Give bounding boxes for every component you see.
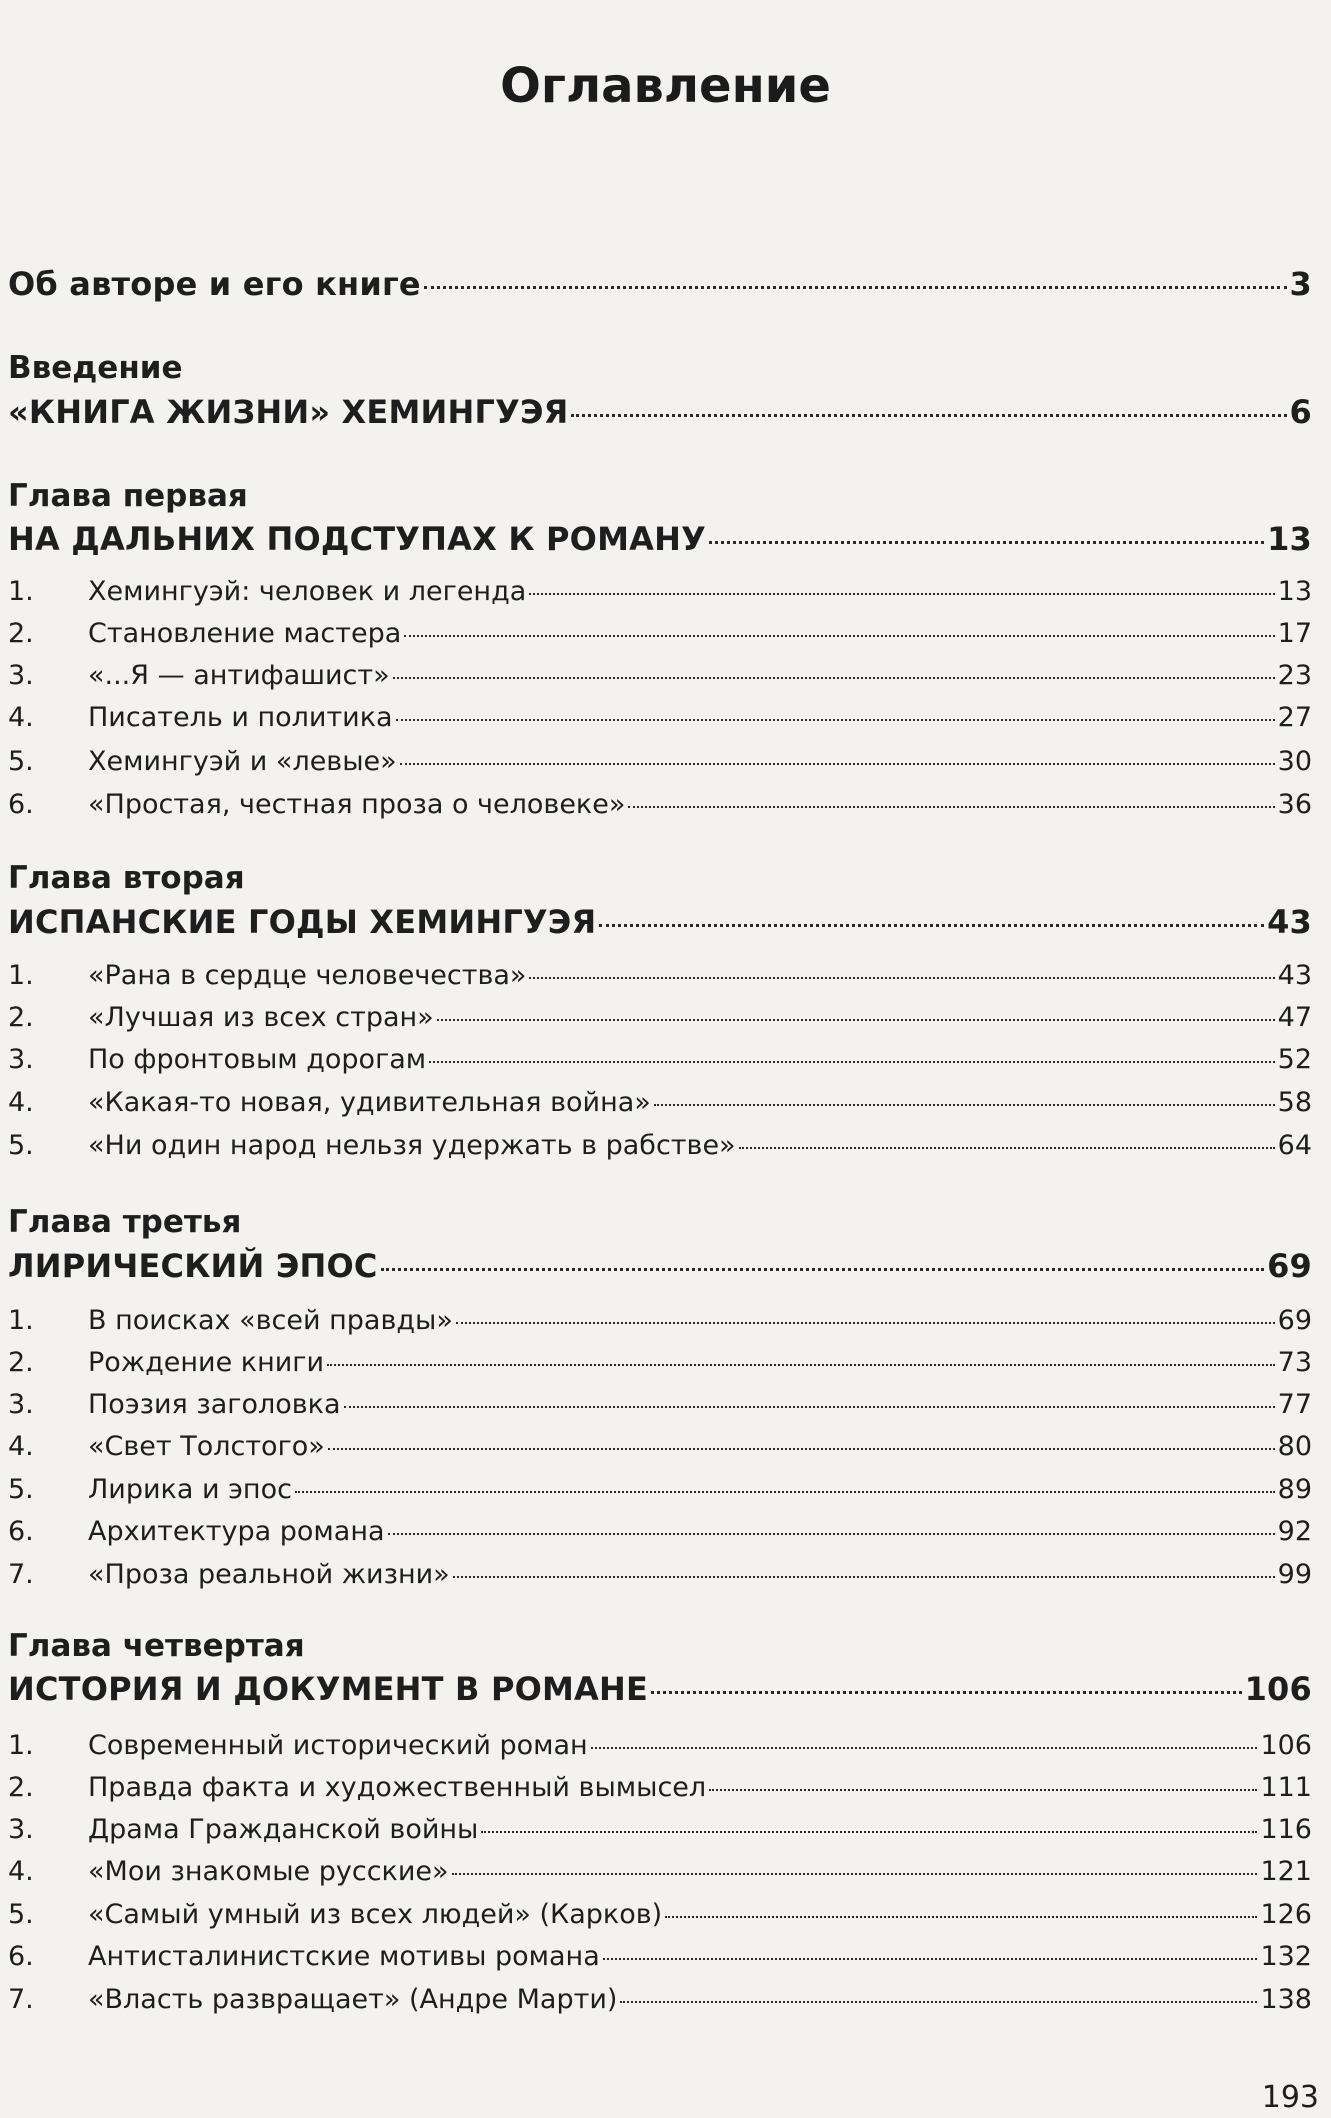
toc-item <box>8 960 1312 991</box>
dot-leader <box>481 1831 1257 1833</box>
dot-leader <box>453 1576 1275 1578</box>
entry-title: «КНИГА ЖИЗНИ» ХЕМИНГУЭЯ <box>8 393 569 431</box>
toc-item <box>8 1305 1312 1336</box>
item-page: 77 <box>1277 1389 1312 1420</box>
item-number: 4. <box>8 702 34 733</box>
item-title: «Проза реальной жизни» <box>88 1559 450 1590</box>
item-page: 106 <box>1260 1730 1312 1761</box>
chapter-label: Глава четвертая <box>8 1628 305 1664</box>
chapter-title: ИСПАНСКИЕ ГОДЫ ХЕМИНГУЭЯ <box>8 903 597 941</box>
item-title: Становление мастера <box>88 618 402 649</box>
toc-item <box>8 1474 1312 1505</box>
chapter-title: НА ДАЛЬНИХ ПОДСТУПАХ К РОМАНУ <box>8 520 706 558</box>
chapter-title: ЛИРИЧЕСКИЙ ЭПОС <box>8 1247 378 1285</box>
toc-item <box>8 702 1312 733</box>
item-page: 13 <box>1277 576 1312 607</box>
item-page: 99 <box>1277 1559 1312 1590</box>
item-page: 27 <box>1277 702 1312 733</box>
toc-item <box>8 1130 1312 1161</box>
item-number: 5. <box>8 746 34 777</box>
toc-item <box>8 1559 1312 1590</box>
item-number: 3. <box>8 660 34 691</box>
dot-leader <box>393 677 1275 679</box>
page-title: Оглавление <box>500 58 831 114</box>
item-title: По фронтовым дорогам <box>88 1044 427 1075</box>
toc-item <box>8 1984 1312 2015</box>
item-title: Хемингуэй: человек и легенда <box>88 576 527 607</box>
dot-leader <box>327 1364 1275 1366</box>
dot-leader <box>529 977 1274 979</box>
dot-leader <box>628 806 1274 808</box>
item-title: «...Я — антифашист» <box>88 660 390 691</box>
item-page: 89 <box>1277 1474 1312 1505</box>
item-page: 92 <box>1277 1516 1312 1547</box>
item-number: 1. <box>8 576 34 607</box>
dot-leader <box>328 1448 1275 1450</box>
item-title: В поисках «всей правды» <box>88 1305 453 1336</box>
item-page: 52 <box>1277 1044 1312 1075</box>
dot-leader <box>603 1958 1258 1960</box>
toc-item <box>8 660 1312 691</box>
toc-item <box>8 1087 1312 1118</box>
toc-item <box>8 1002 1312 1033</box>
dot-leader <box>388 1533 1275 1535</box>
dot-leader <box>400 763 1275 765</box>
dot-leader <box>452 1873 1258 1875</box>
item-number: 6. <box>8 1941 34 1972</box>
toc-item <box>8 1899 1312 1930</box>
item-page: 132 <box>1260 1941 1312 1972</box>
item-number: 2. <box>8 1002 34 1033</box>
toc-item <box>8 1389 1312 1420</box>
item-page: 111 <box>1260 1772 1312 1803</box>
item-title: Лирика и эпос <box>88 1474 292 1505</box>
dot-leader <box>709 541 1264 544</box>
chapter-label: Глава первая <box>8 478 248 514</box>
item-number: 3. <box>8 1814 34 1845</box>
item-number: 1. <box>8 1730 34 1761</box>
dot-leader <box>429 1061 1274 1063</box>
chapter-label: Глава вторая <box>8 860 245 896</box>
item-title: «Мои знакомые русские» <box>88 1856 449 1887</box>
item-title: «Простая, честная проза о человеке» <box>88 789 626 820</box>
item-number: 2. <box>8 1347 34 1378</box>
item-title: «Власть развращает» (Андре Марти) <box>88 1984 618 2015</box>
item-number: 4. <box>8 1856 34 1887</box>
intro-label: Введение <box>8 350 183 386</box>
dot-leader <box>381 1268 1264 1271</box>
item-title: Современный исторический роман <box>88 1730 588 1761</box>
chapter-page: 13 <box>1267 520 1312 558</box>
item-title: Хемингуэй и «левые» <box>88 746 397 777</box>
dot-leader <box>599 924 1264 927</box>
dot-leader <box>295 1491 1275 1493</box>
dot-leader <box>404 635 1274 637</box>
dot-leader <box>571 414 1286 417</box>
toc-entry-intro <box>8 393 1312 431</box>
item-number: 6. <box>8 1516 34 1547</box>
chapter-title-row <box>8 903 1312 941</box>
item-title: Антисталинистские мотивы романа <box>88 1941 600 1972</box>
item-number: 7. <box>8 1559 34 1590</box>
item-number: 6. <box>8 789 34 820</box>
item-title: Драма Гражданской войны <box>88 1814 479 1845</box>
item-number: 3. <box>8 1044 34 1075</box>
item-number: 5. <box>8 1474 34 1505</box>
item-page: 58 <box>1277 1087 1312 1118</box>
item-number: 1. <box>8 1305 34 1336</box>
item-number: 7. <box>8 1984 34 2015</box>
entry-page: 6 <box>1289 393 1312 431</box>
toc-entry-about <box>8 265 1312 303</box>
chapter-title-row <box>8 1670 1312 1708</box>
toc-item <box>8 1772 1312 1803</box>
dot-leader <box>651 1691 1242 1694</box>
item-page: 116 <box>1260 1814 1312 1845</box>
dot-leader <box>620 2001 1257 2003</box>
entry-page: 3 <box>1289 265 1312 303</box>
item-page: 36 <box>1277 789 1312 820</box>
toc-item <box>8 1516 1312 1547</box>
item-title: «Рана в сердце человечества» <box>88 960 527 991</box>
item-number: 5. <box>8 1899 34 1930</box>
chapter-title: ИСТОРИЯ И ДОКУМЕНТ В РОМАНЕ <box>8 1670 649 1708</box>
dot-leader <box>424 286 1287 289</box>
dot-leader <box>665 1916 1257 1918</box>
dot-leader <box>709 1789 1257 1791</box>
chapter-page: 69 <box>1267 1247 1312 1285</box>
item-title: Рождение книги <box>88 1347 325 1378</box>
dot-leader <box>591 1747 1258 1749</box>
item-title: Архитектура романа <box>88 1516 385 1547</box>
item-title: Писатель и политика <box>88 702 393 733</box>
item-page: 126 <box>1260 1899 1312 1930</box>
chapter-page: 43 <box>1267 903 1312 941</box>
item-page: 23 <box>1277 660 1312 691</box>
item-page: 138 <box>1260 1984 1312 2015</box>
dot-leader <box>456 1322 1275 1324</box>
item-number: 2. <box>8 1772 34 1803</box>
item-number: 4. <box>8 1431 34 1462</box>
item-title: «Свет Толстого» <box>88 1431 325 1462</box>
toc-item <box>8 746 1312 777</box>
item-page: 43 <box>1277 960 1312 991</box>
chapter-label: Глава третья <box>8 1204 242 1240</box>
item-page: 17 <box>1277 618 1312 649</box>
entry-title: Об авторе и его книге <box>8 265 421 303</box>
item-page: 73 <box>1277 1347 1312 1378</box>
item-title: «Самый умный из всех людей» (Карков) <box>88 1899 663 1930</box>
toc-item <box>8 1347 1312 1378</box>
chapter-title-row <box>8 1247 1312 1285</box>
item-title: «Лучшая из всех стран» <box>88 1002 434 1033</box>
dot-leader <box>437 1019 1275 1021</box>
item-title: Поэзия заголовка <box>88 1389 341 1420</box>
toc-item <box>8 1856 1312 1887</box>
item-number: 2. <box>8 618 34 649</box>
dot-leader <box>654 1104 1275 1106</box>
item-number: 4. <box>8 1087 34 1118</box>
chapter-title-row <box>8 520 1312 558</box>
toc-item <box>8 576 1312 607</box>
item-page: 30 <box>1277 746 1312 777</box>
dot-leader <box>529 593 1274 595</box>
toc-item <box>8 618 1312 649</box>
item-number: 5. <box>8 1130 34 1161</box>
page-number: 193 <box>1261 2080 1319 2115</box>
item-page: 80 <box>1277 1431 1312 1462</box>
item-page: 69 <box>1277 1305 1312 1336</box>
toc-item <box>8 1044 1312 1075</box>
item-page: 47 <box>1277 1002 1312 1033</box>
chapter-page: 106 <box>1244 1670 1312 1708</box>
dot-leader <box>344 1406 1275 1408</box>
item-title: «Ни один народ нельзя удержать в рабстве» <box>88 1130 736 1161</box>
item-number: 3. <box>8 1389 34 1420</box>
item-title: Правда факта и художественный вымысел <box>88 1772 707 1803</box>
dot-leader <box>396 719 1275 721</box>
toc-item <box>8 1431 1312 1462</box>
toc-item <box>8 789 1312 820</box>
toc-item <box>8 1941 1312 1972</box>
item-number: 1. <box>8 960 34 991</box>
toc-item <box>8 1730 1312 1761</box>
toc-item <box>8 1814 1312 1845</box>
dot-leader <box>739 1147 1275 1149</box>
item-page: 121 <box>1260 1856 1312 1887</box>
item-title: «Какая-то новая, удивительная война» <box>88 1087 651 1118</box>
item-page: 64 <box>1277 1130 1312 1161</box>
